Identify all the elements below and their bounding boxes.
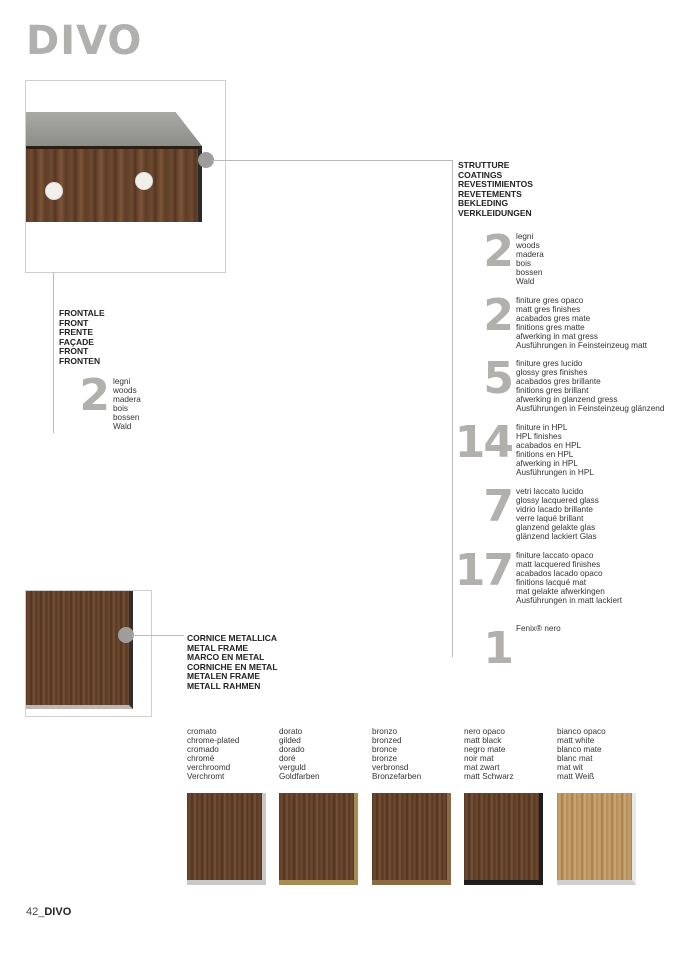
list-item: acabados gres mate: [516, 314, 591, 324]
list-item: glossy lacquered glass: [516, 496, 599, 506]
product-image-top: [26, 112, 202, 222]
list-item: bianco opaco: [557, 727, 606, 736]
heading-line: FRONTALE: [59, 308, 105, 318]
list-item: nero opaco: [464, 727, 505, 736]
list-item: verbronsd: [372, 763, 409, 773]
heading-line: COATINGS: [458, 169, 503, 180]
strutture-list: [516, 551, 622, 606]
list-item: bronce: [372, 745, 398, 755]
heading-line: BEKLEDING: [458, 198, 509, 209]
list-item: gilded: [279, 736, 301, 746]
list-item: matt Weiß: [557, 772, 595, 782]
list-item: bossen: [516, 268, 543, 278]
list-item: matt gres finishes: [516, 305, 581, 315]
list-item: acabados en HPL: [516, 441, 582, 451]
list-item: cromato: [187, 727, 217, 736]
finish-label: [279, 727, 320, 782]
list-item: finitions gres matte: [516, 323, 585, 333]
heading-line: FAÇADE: [59, 336, 94, 347]
finish-swatch: [557, 793, 636, 885]
list-item: woods: [516, 241, 540, 251]
list-item: bois: [516, 259, 532, 269]
list-item: blanco mate: [557, 745, 602, 755]
frame-leader-h: [132, 635, 184, 636]
list-item: finitions en HPL: [516, 450, 574, 460]
page-number: 42_: [26, 906, 45, 918]
heading-line: CORNICE METALLICA: [187, 633, 278, 643]
strutture-count: 17: [454, 545, 512, 596]
strutture-list: [516, 487, 599, 542]
finish-label: [557, 727, 606, 782]
list-item: mat gelakte afwerkingen: [516, 587, 605, 597]
list-item: glanzend gelakte glas: [516, 523, 596, 533]
footer-brand: DIVO: [44, 906, 72, 918]
list-item: woods: [113, 386, 137, 396]
list-item: matt lacquered finishes: [516, 560, 601, 570]
heading-line: STRUTTURE: [458, 160, 510, 170]
list-item: Goldfarben: [279, 772, 320, 782]
heading-line: CORNICHE EN METAL: [187, 661, 278, 672]
list-item: finitions gres brillant: [516, 386, 589, 396]
list-item: afwerking in glanzend gress: [516, 395, 618, 405]
list-item: noir mat: [464, 754, 494, 764]
list-item: doré: [279, 754, 296, 764]
list-item: finiture gres opaco: [516, 296, 584, 305]
finish-label: [464, 727, 514, 782]
strutture-list: [516, 232, 544, 287]
list-item: verguld: [279, 763, 306, 773]
finish-swatch: [279, 793, 358, 885]
list-item: Bronzefarben: [372, 772, 422, 782]
heading-line: METALL RAHMEN: [187, 680, 261, 691]
heading-line: REVESTIMIENTOS: [458, 179, 533, 190]
strutture-count: 7: [483, 481, 512, 532]
list-item: Verchromt: [187, 772, 225, 782]
list-item: finitions lacqué mat: [516, 578, 587, 588]
frontale-count: 2: [79, 370, 108, 421]
finish-label: [372, 727, 421, 782]
finish-swatch: [464, 793, 543, 885]
list-item: afwerking in HPL: [516, 459, 578, 469]
page-footer: [26, 906, 71, 918]
list-item: legni: [516, 232, 534, 241]
finish-swatch: [372, 793, 451, 885]
strutture-count: 5: [483, 353, 512, 404]
list-item: acabados lacado opaco: [516, 569, 603, 579]
marble-top: [26, 112, 202, 146]
heading-line: FRENTE: [59, 327, 93, 338]
list-item: madera: [113, 395, 141, 405]
heading-line: VERKLEIDUNGEN: [458, 207, 532, 218]
heading-line: METALEN FRAME: [187, 671, 261, 682]
list-item: chromé: [187, 754, 215, 764]
list-item: Fenix® nero: [516, 624, 561, 633]
list-item: Wald: [113, 422, 132, 432]
finish-label: [187, 727, 239, 782]
list-item: madera: [516, 250, 544, 260]
strutture-list: [516, 296, 647, 351]
list-item: chrome-plated: [187, 736, 240, 746]
strutture-count: 1: [483, 623, 512, 674]
list-item: blanc mat: [557, 754, 593, 764]
heading-line: FRONTEN: [59, 355, 101, 366]
list-item: glänzend lackiert Glas: [516, 532, 597, 542]
list-item: Ausführungen in matt lackiert: [516, 596, 623, 606]
front-leader-v: [53, 273, 54, 433]
list-item: glossy gres finishes: [516, 368, 588, 378]
frontale-list: [113, 377, 141, 432]
list-item: mat zwart: [464, 763, 500, 773]
list-item: Ausführungen in Feinsteinzeug matt: [516, 341, 648, 351]
list-item: matt Schwarz: [464, 772, 514, 782]
list-item: afwerking in mat gress: [516, 332, 598, 342]
list-item: Wald: [516, 277, 535, 287]
cornice-heading: [187, 634, 278, 692]
list-item: bossen: [113, 413, 140, 423]
strutture-count: 2: [483, 290, 512, 341]
finish-swatch: [187, 793, 266, 885]
list-item: HPL finishes: [516, 432, 562, 442]
front-marker-dot: [45, 182, 63, 200]
list-item: Ausführungen in Feinsteinzeug glänzend: [516, 404, 665, 414]
list-item: bronzo: [372, 727, 398, 736]
strutture-count: 2: [483, 226, 512, 277]
list-item: verre laqué brillant: [516, 514, 584, 524]
list-item: cromado: [187, 745, 219, 755]
list-item: vidrio lacado brillante: [516, 505, 593, 515]
list-item: matt black: [464, 736, 502, 746]
list-item: legni: [113, 377, 131, 386]
strutture-heading: [458, 161, 533, 219]
heading-line: FRONT: [59, 317, 89, 328]
frontale-heading: [59, 309, 105, 367]
list-item: bois: [113, 404, 129, 414]
strutture-list: [516, 359, 664, 414]
heading-line: METAL FRAME: [187, 642, 249, 653]
list-item: bronzed: [372, 736, 402, 746]
list-item: dorado: [279, 745, 305, 755]
product-image-frame: [26, 591, 133, 709]
heading-line: FRONT: [59, 346, 89, 357]
heading-line: MARCO EN METAL: [187, 652, 265, 663]
list-item: mat wit: [557, 763, 583, 773]
front-marker-dot: [135, 172, 153, 190]
list-item: vetri laccato lucido: [516, 487, 584, 496]
list-item: dorato: [279, 727, 303, 736]
heading-line: REVETEMENTS: [458, 188, 522, 199]
list-item: finiture in HPL: [516, 423, 568, 432]
list-item: verchroomd: [187, 763, 231, 773]
strutture-list: [516, 624, 561, 633]
list-item: acabados gres brillante: [516, 377, 601, 387]
list-item: Ausführungen in HPL: [516, 468, 594, 478]
list-item: negro mate: [464, 745, 506, 755]
list-item: bronze: [372, 754, 398, 764]
page-title: DIVO: [26, 18, 143, 64]
list-item: matt white: [557, 736, 595, 746]
coating-leader-h: [212, 160, 452, 161]
list-item: finiture laccato opaco: [516, 551, 594, 560]
strutture-list: [516, 423, 594, 478]
list-item: finiture gres lucido: [516, 359, 583, 368]
strutture-count: 14: [454, 417, 512, 468]
